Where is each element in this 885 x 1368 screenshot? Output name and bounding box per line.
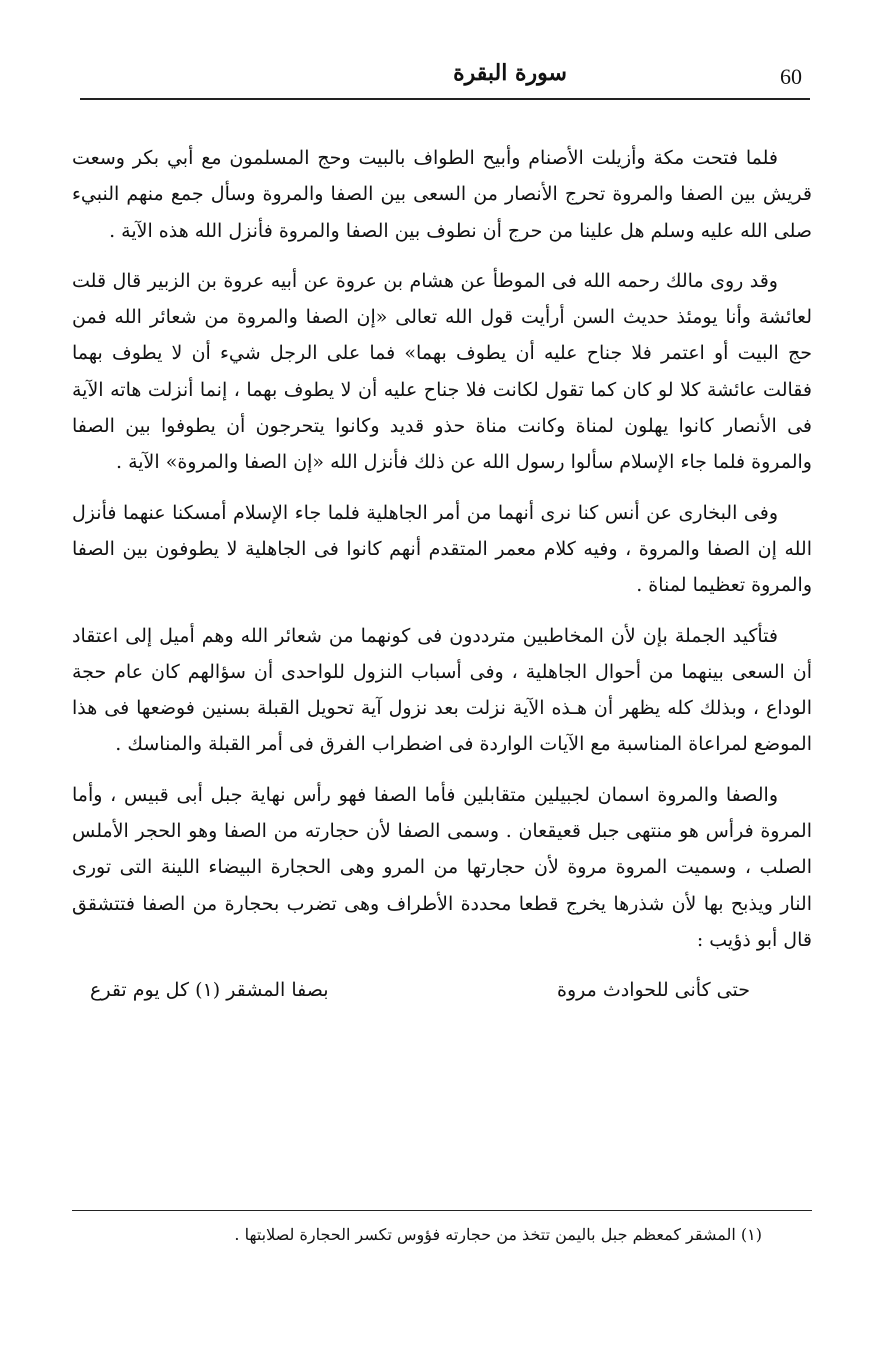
surah-title: سورة البقرة [453, 60, 567, 86]
main-text [72, 140, 812, 1008]
poetry-verse [72, 972, 812, 1008]
paragraph: فتأكيد الجملة بإن لأن المخاطبين مترددون فى كونهما من شعائر الله وهم أميل إلى اعتقاد أن السعى بينهما من أحوال الجاهلية ، وفى أسباب النزول للواحدى أن سؤالهم كان عام حجة الوداع ، وبذلك كله يظهر أن هـذه الآية نزلت بعد نزول آية تحويل القبلة بسنين فوضعها فى هذا الموضع لمراعاة المناسبة مع الآيات الواردة فى اضطراب الفرق فى أمر القبلة والمناسك . [72, 624, 812, 756]
paragraph: وقد روى مالك رحمه الله فى الموطأ عن هشام بن عروة عن أبيه عروة بن الزبير قال قلت لعائشة وأنا يومئذ حديث السن أرأيت قول الله تعالى «إن الصفا والمروة من شعائر الله فمن حج البيت أو اعتمر فلا جناح عليه أن يطوف بهما» فما على الرجل شيء أن لا يطوف بهما فقالت عائشة كلا لو كان كما تقول لكانت فلا جناح عليه أن لا يطوف بهما ، إنما أنزلت هاته الآية فى الأنصار كانوا يهلون لمناة وكانت مناة حذو قديد وكانوا يتحرجون أن يطوفوا بين الصفا والمروة فلما جاء الإسلام سألوا رسول الله عن ذلك فأنزل الله «إن الصفا والمروة» الآية . [72, 269, 813, 474]
paragraph: والصفا والمروة اسمان لجبيلين متقابلين فأما الصفا فهو رأس نهاية جبل أبى قبيس ، وأما المروة فرأس هو منتهى جبل قعيقعان . وسمى الصفا لأن حجارته من الصفا وهو الحجر الأملس الصلب ، وسميت المروة مروة لأن حجارتها من المرو وهى الحجارة البيضاء اللينة التى تورى النار ويذبح بها لأن شذرها يخرج قطعا محددة الأطراف وهى تضرب بحجارة من الصفا فتتشقق قال أبو ذؤيب : [72, 783, 812, 951]
page-header [80, 58, 810, 100]
paragraph: وفى البخارى عن أنس كنا نرى أنهما من أمر الجاهلية فلما جاء الإسلام أمسكنا عنهما فأنزل الله إن الصفا والمروة ، وفيه كلام معمر المتقدم أنهم كانوا فى الجاهلية لا يطوفون بين الصفا والمروة تعظيما لمناة . [72, 501, 812, 597]
verse-second-hemistich: بصفا المشقر (١) كل يوم تقرع [90, 979, 329, 1002]
footnote-divider [72, 1210, 812, 1211]
paragraph: فلما فتحت مكة وأزيلت الأصنام وأبيح الطواف بالبيت وحج المسلمون مع أبي بكر وسعت قريش بين الصفا والمروة تحرج الأنصار من السعى بين الصفا والمروة وسأل جمع منهم النبيء صلى الله عليه وسلم هل علينا من حرج أن نطوف بين الصفا والمروة فأنزل الله هذه الآية . [72, 147, 812, 242]
verse-first-hemistich: حتى كأنى للحوادث مروة [557, 979, 750, 1002]
page-number: 60 [780, 64, 802, 89]
footnote: (١) المشقر كمعظم جبل باليمن تتخذ من حجارته فؤوس تكسر الحجارة لصلابتها . [234, 1225, 762, 1244]
